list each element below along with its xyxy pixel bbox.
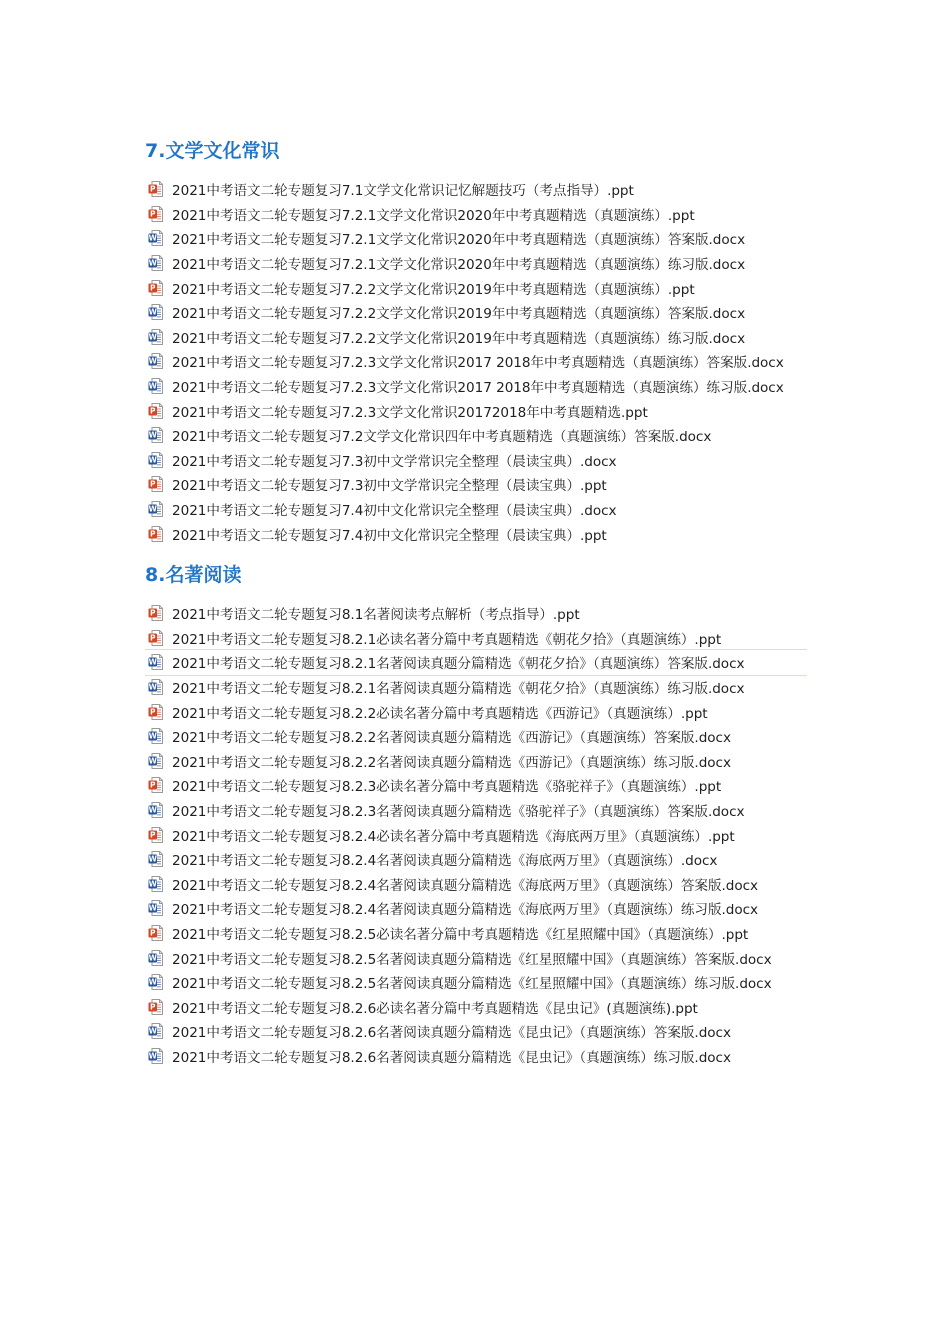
svg-text:P: P — [150, 781, 156, 791]
file-item[interactable] — [145, 601, 825, 626]
word-file-icon — [148, 353, 163, 369]
file-item[interactable] — [145, 497, 825, 522]
svg-text:P: P — [150, 608, 156, 618]
word-file-icon — [148, 876, 163, 892]
powerpoint-file-icon — [148, 777, 163, 793]
svg-text:W: W — [148, 904, 157, 914]
svg-text:P: P — [150, 1002, 156, 1012]
section-heading: 7.文学文化常识 — [145, 140, 280, 162]
svg-text:W: W — [148, 258, 157, 268]
svg-text:W: W — [148, 381, 157, 391]
svg-text:P: P — [150, 184, 156, 194]
file-name: 2021中考语文二轮专题复习7.2.3文学文化常识20172018年中考真题精选.ppt — [172, 404, 648, 421]
section-heading: 8.名著阅读 — [145, 564, 242, 586]
word-file-icon — [148, 230, 163, 246]
svg-text:W: W — [148, 307, 157, 317]
file-name: 2021中考语文二轮专题复习8.2.1必读名著分篇中考真题精选《朝花夕拾》（真题演练）.ppt — [172, 631, 722, 648]
file-item[interactable] — [145, 970, 825, 995]
word-file-icon — [148, 679, 163, 695]
section-classic-reading — [145, 560, 825, 1068]
file-item[interactable] — [145, 1019, 825, 1044]
svg-text:P: P — [150, 283, 156, 293]
powerpoint-file-icon — [148, 999, 163, 1015]
svg-text:W: W — [148, 430, 157, 440]
file-name: 2021中考语文二轮专题复习8.2.5必读名著分篇中考真题精选《红星照耀中国》（真题演练）.ppt — [172, 927, 749, 944]
file-name: 2021中考语文二轮专题复习8.2.2名著阅读真题分篇精选《西游记》（真题演练）练习版.docx — [172, 754, 731, 771]
file-item[interactable] — [145, 822, 825, 847]
file-name: 2021中考语文二轮专题复习7.2.2文学文化常识2019年中考真题精选（真题演练）答案版.docx — [172, 306, 746, 323]
file-item[interactable] — [145, 325, 825, 350]
file-item[interactable] — [145, 349, 825, 374]
svg-text:P: P — [150, 633, 156, 643]
word-file-icon — [148, 851, 163, 867]
file-item[interactable] — [145, 521, 825, 546]
word-file-icon — [148, 753, 163, 769]
file-name: 2021中考语文二轮专题复习8.2.6名著阅读真题分篇精选《昆虫记》（真题演练）练习版.docx — [172, 1049, 731, 1066]
svg-text:W: W — [148, 854, 157, 864]
file-name: 2021中考语文二轮专题复习7.2.1文学文化常识2020年中考真题精选（真题演练）答案版.docx — [172, 232, 746, 249]
file-list — [145, 601, 825, 1068]
file-name: 2021中考语文二轮专题复习8.2.3名著阅读真题分篇精选《骆驼祥子》（真题演练）答案版.docx — [172, 804, 745, 821]
svg-text:W: W — [148, 234, 157, 244]
file-item[interactable] — [145, 872, 825, 897]
file-item[interactable] — [145, 699, 825, 724]
file-name: 2021中考语文二轮专题复习8.2.5名著阅读真题分篇精选《红星照耀中国》（真题演练）答案版.docx — [172, 951, 772, 968]
file-name: 2021中考语文二轮专题复习7.3初中文学常识完全整理（晨读宝典）.ppt — [172, 478, 607, 495]
svg-text:P: P — [150, 529, 156, 539]
file-name: 2021中考语文二轮专题复习8.2.5名著阅读真题分篇精选《红星照耀中国》（真题演练）练习版.docx — [172, 976, 772, 993]
file-item[interactable] — [145, 626, 825, 651]
section-literary-culture — [145, 136, 825, 546]
powerpoint-file-icon — [148, 827, 163, 843]
svg-text:W: W — [148, 731, 157, 741]
file-name: 2021中考语文二轮专题复习8.2.3必读名著分篇中考真题精选《骆驼祥子》（真题演练）.ppt — [172, 779, 722, 796]
word-file-icon — [148, 255, 163, 271]
word-file-icon — [148, 501, 163, 517]
file-list — [145, 177, 825, 546]
file-item[interactable] — [145, 251, 825, 276]
file-name: 2021中考语文二轮专题复习7.2.1文学文化常识2020年中考真题精选（真题演练）.ppt — [172, 207, 695, 224]
svg-text:P: P — [150, 480, 156, 490]
word-file-icon — [148, 974, 163, 990]
file-item[interactable] — [145, 423, 825, 448]
file-name: 2021中考语文二轮专题复习7.2.3文学文化常识2017 2018年中考真题精选（真题演练）答案版.docx — [172, 355, 784, 372]
powerpoint-file-icon — [148, 526, 163, 542]
svg-text:W: W — [148, 357, 157, 367]
file-name: 2021中考语文二轮专题复习8.2.1名著阅读真题分篇精选《朝花夕拾》（真题演练）答案版.docx — [172, 656, 745, 673]
file-item[interactable] — [145, 1044, 825, 1069]
powerpoint-file-icon — [148, 403, 163, 419]
file-item[interactable] — [145, 945, 825, 970]
file-name: 2021中考语文二轮专题复习7.2.1文学文化常识2020年中考真题精选（真题演练）练习版.docx — [172, 257, 746, 274]
word-file-icon — [148, 802, 163, 818]
file-name: 2021中考语文二轮专题复习8.2.2必读名著分篇中考真题精选《西游记》（真题演练）.ppt — [172, 705, 708, 722]
svg-text:W: W — [148, 658, 157, 668]
powerpoint-file-icon — [148, 181, 163, 197]
file-name: 2021中考语文二轮专题复习8.2.6名著阅读真题分篇精选《昆虫记》（真题演练）答案版.docx — [172, 1025, 731, 1042]
word-file-icon — [148, 452, 163, 468]
file-name: 2021中考语文二轮专题复习7.2.3文学文化常识2017 2018年中考真题精选（真题演练）练习版.docx — [172, 380, 784, 397]
svg-text:P: P — [150, 209, 156, 219]
file-item[interactable] — [145, 650, 825, 675]
powerpoint-file-icon — [148, 630, 163, 646]
file-item[interactable] — [145, 448, 825, 473]
file-name: 2021中考语文二轮专题复习8.2.4必读名著分篇中考真题精选《海底两万里》（真题演练）.ppt — [172, 828, 735, 845]
file-item[interactable] — [145, 896, 825, 921]
file-item[interactable] — [145, 724, 825, 749]
powerpoint-file-icon — [148, 605, 163, 621]
file-item[interactable] — [145, 202, 825, 227]
word-file-icon — [148, 950, 163, 966]
word-file-icon — [148, 654, 163, 670]
file-name: 2021中考语文二轮专题复习8.2.2名著阅读真题分篇精选《西游记》（真题演练）答案版.docx — [172, 730, 731, 747]
word-file-icon — [148, 378, 163, 394]
svg-text:P: P — [150, 928, 156, 938]
file-name: 2021中考语文二轮专题复习7.2.2文学文化常识2019年中考真题精选（真题演练）.ppt — [172, 281, 695, 298]
svg-text:W: W — [148, 455, 157, 465]
svg-text:W: W — [148, 756, 157, 766]
file-item[interactable] — [145, 749, 825, 774]
svg-text:W: W — [148, 1026, 157, 1036]
file-name: 2021中考语文二轮专题复习7.4初中文化常识完全整理（晨读宝典）.docx — [172, 503, 617, 520]
file-name: 2021中考语文二轮专题复习8.2.4名著阅读真题分篇精选《海底两万里》（真题演练）答案版.docx — [172, 877, 759, 894]
word-file-icon — [148, 427, 163, 443]
file-name: 2021中考语文二轮专题复习7.2文学文化常识四年中考真题精选（真题演练）答案版.docx — [172, 429, 712, 446]
powerpoint-file-icon — [148, 704, 163, 720]
file-name: 2021中考语文二轮专题复习8.2.4名著阅读真题分篇精选《海底两万里》（真题演练）.docx — [172, 853, 718, 870]
file-name: 2021中考语文二轮专题复习8.2.1名著阅读真题分篇精选《朝花夕拾》（真题演练）练习版.docx — [172, 681, 745, 698]
file-item[interactable] — [145, 177, 825, 202]
word-file-icon — [148, 1048, 163, 1064]
file-item[interactable] — [145, 374, 825, 399]
svg-text:W: W — [148, 682, 157, 692]
powerpoint-file-icon — [148, 280, 163, 296]
word-file-icon — [148, 1023, 163, 1039]
word-file-icon — [148, 304, 163, 320]
file-item[interactable] — [145, 773, 825, 798]
svg-text:W: W — [148, 977, 157, 987]
file-item[interactable] — [145, 921, 825, 946]
file-name: 2021中考语文二轮专题复习7.1文学文化常识记忆解题技巧（考点指导）.ppt — [172, 183, 634, 200]
file-name: 2021中考语文二轮专题复习8.1名著阅读考点解析（考点指导）.ppt — [172, 607, 580, 624]
svg-text:W: W — [148, 879, 157, 889]
file-name: 2021中考语文二轮专题复习7.2.2文学文化常识2019年中考真题精选（真题演练）练习版.docx — [172, 330, 746, 347]
svg-text:W: W — [148, 332, 157, 342]
powerpoint-file-icon — [148, 925, 163, 941]
file-name: 2021中考语文二轮专题复习8.2.6必读名著分篇中考真题精选《昆虫记》(真题演练).ppt — [172, 1000, 698, 1017]
svg-text:W: W — [148, 953, 157, 963]
word-file-icon — [148, 728, 163, 744]
word-file-icon — [148, 329, 163, 345]
file-item[interactable] — [145, 398, 825, 423]
svg-text:W: W — [148, 504, 157, 514]
file-item[interactable] — [145, 675, 825, 700]
svg-text:P: P — [150, 707, 156, 717]
svg-text:W: W — [148, 1051, 157, 1061]
file-item[interactable] — [145, 798, 825, 823]
file-item[interactable] — [145, 995, 825, 1020]
file-item[interactable] — [145, 226, 825, 251]
file-item[interactable] — [145, 275, 825, 300]
svg-text:W: W — [148, 805, 157, 815]
svg-text:P: P — [150, 830, 156, 840]
file-name: 2021中考语文二轮专题复习8.2.4名著阅读真题分篇精选《海底两万里》（真题演练）练习版.docx — [172, 902, 759, 919]
file-item[interactable] — [145, 847, 825, 872]
file-name: 2021中考语文二轮专题复习7.4初中文化常识完全整理（晨读宝典）.ppt — [172, 527, 607, 544]
svg-text:P: P — [150, 406, 156, 416]
file-item[interactable] — [145, 300, 825, 325]
file-item[interactable] — [145, 472, 825, 497]
word-file-icon — [148, 900, 163, 916]
powerpoint-file-icon — [148, 476, 163, 492]
powerpoint-file-icon — [148, 206, 163, 222]
file-name: 2021中考语文二轮专题复习7.3初中文学常识完全整理（晨读宝典）.docx — [172, 453, 617, 470]
